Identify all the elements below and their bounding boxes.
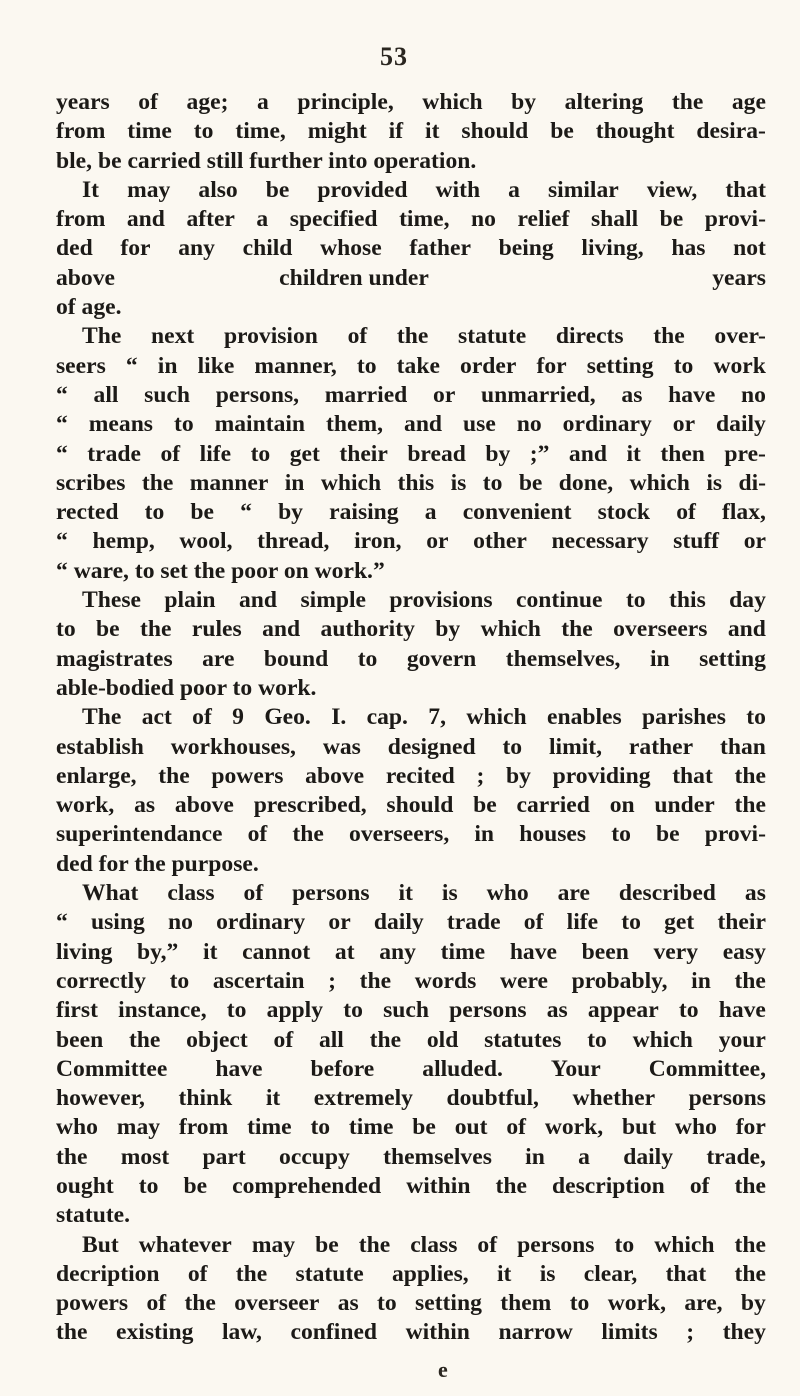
text-line: “ means to maintain them, and use no ordinary or daily [56,411,766,438]
text-line: the most part occupy themselves in a daily trade, [56,1143,766,1170]
text-line: from time to time, might if it should be thought desira- [56,118,766,145]
text-line: But whatever may be the class of persons to which the [82,1231,766,1258]
text-line: enlarge, the powers above recited ; by providing that the [56,762,766,789]
text-line: powers of the overseer as to setting them to work, are, by [56,1290,766,1317]
text-line: Committee have before alluded. Your Committee, [56,1055,766,1082]
text-line: ded for the purpose. [56,850,259,877]
text-line: correctly to ascertain ; the words were probably, in the [56,967,766,994]
text-line: to be the rules and authority by which the overseers and [56,616,766,643]
text-line: scribes the manner in which this is to be done, which is di- [56,469,766,496]
text-line: rected to be “ by raising a convenient stock of flax, [56,499,766,526]
text-line: decription of the statute applies, it is clear, that the [56,1260,766,1287]
signature-mark: e [438,1357,448,1382]
text-line: able-bodied poor to work. [56,674,317,701]
text-line: who may from time to time be out of work, but who for [56,1114,766,1141]
text-line: the existing law, confined within narrow limits ; they [56,1319,766,1346]
text-line: from and after a specified time, no relief shall be provi- [56,206,766,233]
text-line: The next provision of the statute directs the over- [82,323,766,350]
text-line [56,264,766,293]
text-line: It may also be provided with a similar view, that [82,176,766,203]
body-text [56,88,766,1348]
text-line: The act of 9 Geo. I. cap. 7, which enables parishes to [82,704,766,731]
text-fragment: years [712,264,766,291]
text-line: ded for any child whose father being living, has not [56,235,766,262]
text-line: seers “ in like manner, to take order for setting to work [56,352,766,379]
text-line: establish workhouses, was designed to limit, rather than [56,733,766,760]
page-number: 53 [380,42,408,71]
text-line: living by,” it cannot at any time have been very easy [56,938,766,965]
text-line: “ hemp, wool, thread, iron, or other necessary stuff or [56,528,766,555]
text-line: ble, be carried still further into operation. [56,147,477,174]
text-line: magistrates are bound to govern themselves, in setting [56,645,766,672]
text-line: years of age; a principle, which by altering the age [56,89,766,115]
text-line: statute. [56,1202,131,1229]
text-line: however, think it extremely doubtful, whether persons [56,1085,766,1112]
text-line: “ ware, to set the poor on work.” [56,557,385,584]
text-line: What class of persons it is who are described as [82,880,766,907]
text-line: These plain and simple provisions continue to this day [82,587,766,614]
text-line: been the object of all the old statutes to which your [56,1026,766,1053]
text-fragment: children under [279,264,429,291]
text-line: “ all such persons, married or unmarried, as have no [56,381,766,408]
text-line: of age. [56,294,122,321]
text-line: “ using no ordinary or daily trade of life to get their [56,909,766,936]
text-line: work, as above prescribed, should be carried on under the [56,792,766,819]
text-fragment: above [56,264,115,291]
text-line: ought to be comprehended within the description of the [56,1172,766,1199]
text-line: superintendance of the overseers, in houses to be provi- [56,821,766,848]
text-line: first instance, to apply to such persons as appear to have [56,997,766,1024]
text-line: “ trade of life to get their bread by ;” and it then pre- [56,440,766,467]
